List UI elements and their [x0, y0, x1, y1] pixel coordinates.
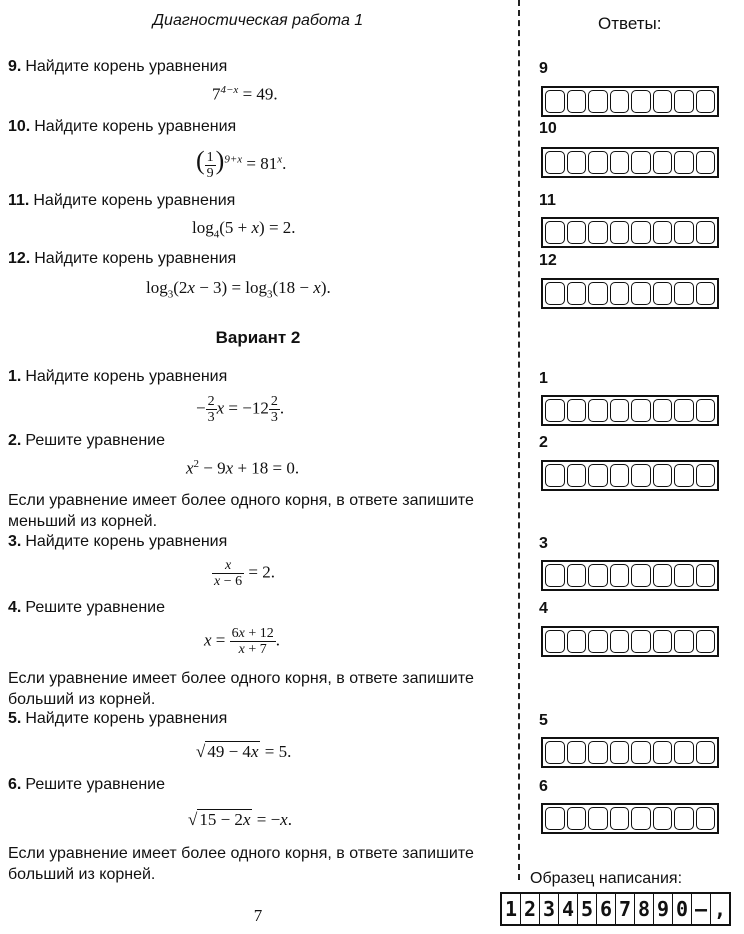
equation-v1: − $\frac{2}{3}$ x = −12 $\frac{2}{3}$ .: [196, 394, 285, 425]
answer-label-v3: 3: [539, 535, 548, 552]
sample-char: –: [692, 894, 711, 924]
sample-char: ,: [713, 897, 727, 921]
question-12: 12. Найдите корень уравнения: [8, 250, 237, 267]
equation-v3: $\frac{x}{x - 6}$ = 2.: [214, 558, 275, 589]
page-header: Диагностическая работа 1: [152, 12, 364, 29]
answer-grid-9[interactable]: [541, 86, 719, 117]
sample-char: 2: [521, 894, 540, 924]
dashed-divider: [518, 0, 520, 880]
sample-char: 1: [502, 894, 521, 924]
question-v3: 3. Найдите корень уравнения: [8, 533, 228, 550]
question-v4: 4. Решите уравнение: [8, 599, 165, 616]
answer-label-v5: 5: [539, 712, 548, 729]
answer-label-9: 9: [539, 60, 548, 77]
sample-char: 9: [654, 894, 673, 924]
question-9: 9. Найдите корень уравнения: [8, 58, 228, 75]
answer-label-v4: 4: [539, 600, 548, 617]
answer-grid-10[interactable]: [541, 147, 719, 178]
answer-label-v6: 6: [539, 778, 548, 795]
sample-char: 0: [673, 894, 692, 924]
sample-char: 3: [540, 894, 559, 924]
variant-2-heading: Вариант 2: [215, 328, 301, 347]
equation-v2: $x^2 - 9x + 18 = 0$.: [186, 458, 300, 478]
sample-char: 8: [635, 894, 654, 924]
answer-grid-11[interactable]: [541, 217, 719, 248]
note-v2: Если уравнение имеет более одного корня, в ответе запишите меньший из корней.: [8, 492, 474, 530]
equation-10: ( $\frac{1}{9}$ )$^{9+x} = 81^x$.: [196, 146, 287, 181]
sample-char: 4: [559, 894, 578, 924]
answer-label-v1: 1: [539, 370, 548, 387]
sample-char: 6: [597, 894, 616, 924]
sample-char: 7: [616, 894, 635, 924]
equation-12: $\log_3(2x - 3) = \log_3(18 - x)$.: [146, 278, 331, 301]
equation-11: $\log_4(5 + x) = 2$.: [192, 218, 296, 241]
answer-label-12: 12: [539, 252, 557, 269]
equation-v5: √ 49 − 4x = 5.: [196, 742, 292, 761]
answer-label-10: 10: [539, 120, 557, 137]
answer-grid-v1[interactable]: [541, 395, 719, 426]
page-number: 7: [253, 906, 263, 925]
sample-char: 5: [578, 894, 597, 924]
equation-v6: √ 15 − 2x = −x.: [188, 810, 292, 829]
note-v6: Если уравнение имеет более одного корня, в ответе запишите больший из корней.: [8, 845, 474, 883]
question-10: 10. Найдите корень уравнения: [8, 118, 237, 135]
question-11: 11. Найдите корень уравнения: [8, 192, 236, 209]
answer-grid-12[interactable]: [541, 278, 719, 309]
answer-grid-v5[interactable]: [541, 737, 719, 768]
answer-grid-v3[interactable]: [541, 560, 719, 591]
answer-grid-v2[interactable]: [541, 460, 719, 491]
question-v5: 5. Найдите корень уравнения: [8, 710, 228, 727]
answer-label-11: 11: [539, 192, 556, 209]
sample-digits: [500, 892, 731, 926]
equation-9: $7^{4-x} = 49$.: [212, 84, 278, 104]
answer-label-v2: 2: [539, 434, 548, 451]
question-v2: 2. Решите уравнение: [8, 432, 165, 449]
sample-label: Образец написания:: [530, 870, 683, 887]
note-v4: Если уравнение имеет более одного корня, в ответе запишите больший из корней.: [8, 670, 474, 708]
answer-grid-v4[interactable]: [541, 626, 719, 657]
equation-v4: x = $\frac{6x + 12}{x + 7}$ .: [204, 626, 281, 657]
question-v6: 6. Решите уравнение: [8, 776, 165, 793]
answers-title: Ответы:: [598, 14, 662, 33]
answer-grid-v6[interactable]: [541, 803, 719, 834]
question-v1: 1. Найдите корень уравнения: [8, 368, 228, 385]
